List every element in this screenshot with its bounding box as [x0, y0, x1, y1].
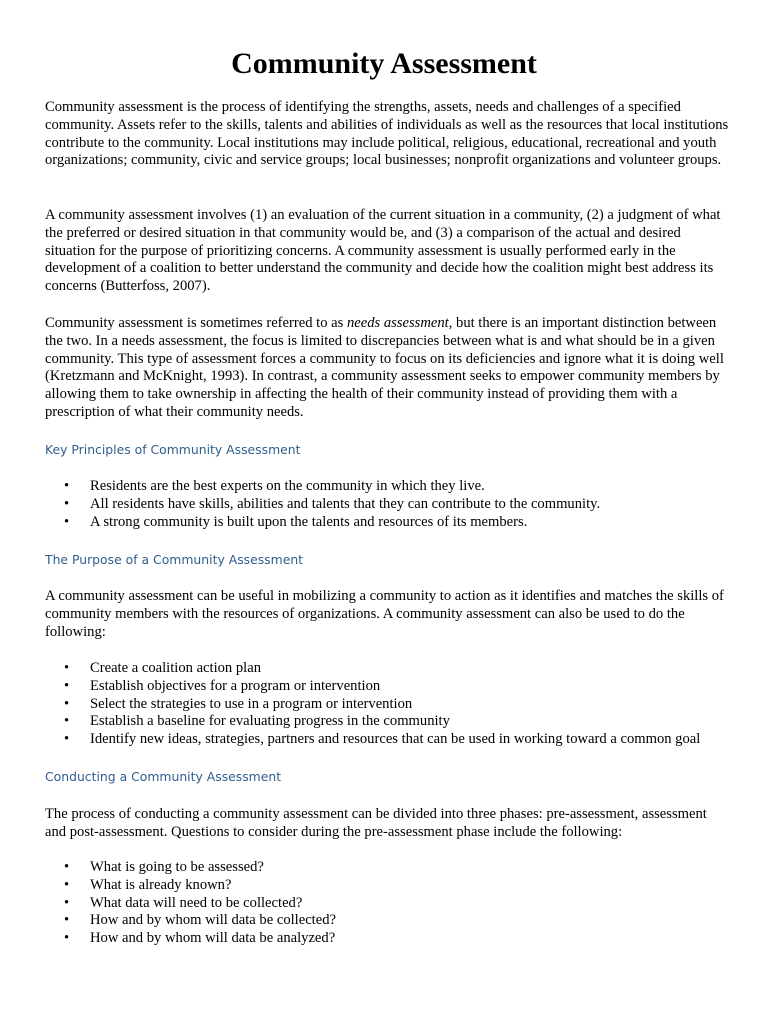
intro-paragraph-3-start: Community assessment is sometimes referred to as: [45, 315, 347, 331]
bullet-icon: •: [64, 713, 70, 730]
bullet-icon: •: [64, 930, 70, 947]
list-item-text: Identify new ideas, strategies, partners and resources that can be used in working toward a common goal: [90, 731, 701, 748]
list-item: [45, 912, 735, 930]
list-item: [45, 496, 735, 514]
bullet-icon: •: [64, 876, 70, 893]
list-item-text: A strong community is built upon the talents and resources of its members.: [90, 513, 528, 530]
bullet-icon: •: [64, 495, 70, 512]
list-item-text: Establish a baseline for evaluating progress in the community: [90, 713, 450, 730]
list-item-text: What is going to be assessed?: [90, 859, 264, 875]
needs-assessment-emphasis: needs assessment: [346, 315, 449, 331]
list-item: [45, 877, 735, 895]
list-item: [45, 713, 735, 731]
list-item: [45, 930, 735, 948]
conducting-list: [45, 859, 735, 948]
intro-paragraph-2: A community assessment involves (1) an evaluation of the current situation in a community, (2) a judgment of what the preferred or desired situation in that community would be, and (3) a comparison of the actual and desired situation for the purpose of prioritizing concerns. A community assessment is usually performed early in the development of a coalition to better understand the community and decide how the coalition might best address its concerns (Butterfoss, 2007).: [45, 207, 721, 295]
purpose-heading: The Purpose of a Community Assessment: [45, 552, 304, 567]
bullet-icon: •: [64, 894, 70, 911]
intro-paragraph-3-end: , but there is an important distinction between the two. In a needs assessment, the focus is limited to discrepancies between what is and what should be in a given community. This type of assessment forces a community to focus on its deficiencies and ignore what it is doing well (Kretzmann and McKnight, 1993). In contrast, a community assessment seeks to empower community members by allowing them to take ownership in affecting the health of their community instead of providing them with a prescription of what their community needs.: [45, 315, 724, 420]
bullet-icon: •: [64, 660, 70, 676]
conducting-heading: Conducting a Community Assessment: [45, 769, 282, 784]
bullet-icon: •: [64, 731, 70, 748]
list-item-text: How and by whom will data be collected?: [90, 912, 336, 929]
list-item: [45, 678, 735, 696]
list-item-text: Residents are the best experts on the community in which they live.: [90, 478, 485, 494]
list-item-text: Establish objectives for a program or intervention: [90, 677, 381, 694]
bullet-icon: •: [64, 513, 70, 530]
list-item: [45, 660, 735, 678]
list-item: [45, 859, 735, 877]
intro-paragraph-1: Community assessment is the process of identifying the strengths, assets, needs and challenges of a specified community. Assets refer to the skills, talents and abilities of individuals as well as the resources that local institutions contribute to the community. Local institutions may include political, religious, educational, recreational and youth organizations; community, civic and service groups; local businesses; nonprofit organizations and volunteer groups.: [45, 99, 729, 169]
list-item-text: Create a coalition action plan: [90, 660, 261, 676]
bullet-icon: •: [64, 677, 70, 694]
list-item-text: All residents have skills, abilities and talents that they can contribute to the community.: [90, 495, 601, 512]
conducting-paragraph: The process of conducting a community assessment can be divided into three phases: pre-assessment, assessment and post-assessment. Questions to consider during the pre-assessment phase include the following:: [45, 806, 707, 840]
list-item: [45, 514, 735, 532]
list-item-text: How and by whom will data be analyzed?: [90, 930, 336, 947]
bullet-icon: •: [64, 695, 70, 712]
principles-list: [45, 478, 735, 531]
page-title: Community Assessment: [231, 47, 537, 80]
list-item: [45, 731, 735, 749]
list-item: [45, 895, 735, 913]
bullet-icon: •: [64, 912, 70, 929]
principles-heading: Key Principles of Community Assessment: [45, 442, 301, 457]
list-item-text: What data will need to be collected?: [90, 894, 303, 911]
intro-paragraph-3: [45, 315, 729, 422]
purpose-list: [45, 660, 735, 749]
purpose-paragraph: A community assessment can be useful in mobilizing a community to action as it identifies and matches the skills of community members with the resources of organizations. A community assessment can also be used to do the following:: [45, 588, 724, 640]
bullet-icon: •: [64, 859, 70, 875]
list-item: [45, 478, 735, 496]
list-item: [45, 696, 735, 714]
list-item-text: Select the strategies to use in a program or intervention: [90, 695, 413, 712]
bullet-icon: •: [64, 478, 70, 494]
list-item-text: What is already known?: [90, 876, 232, 893]
